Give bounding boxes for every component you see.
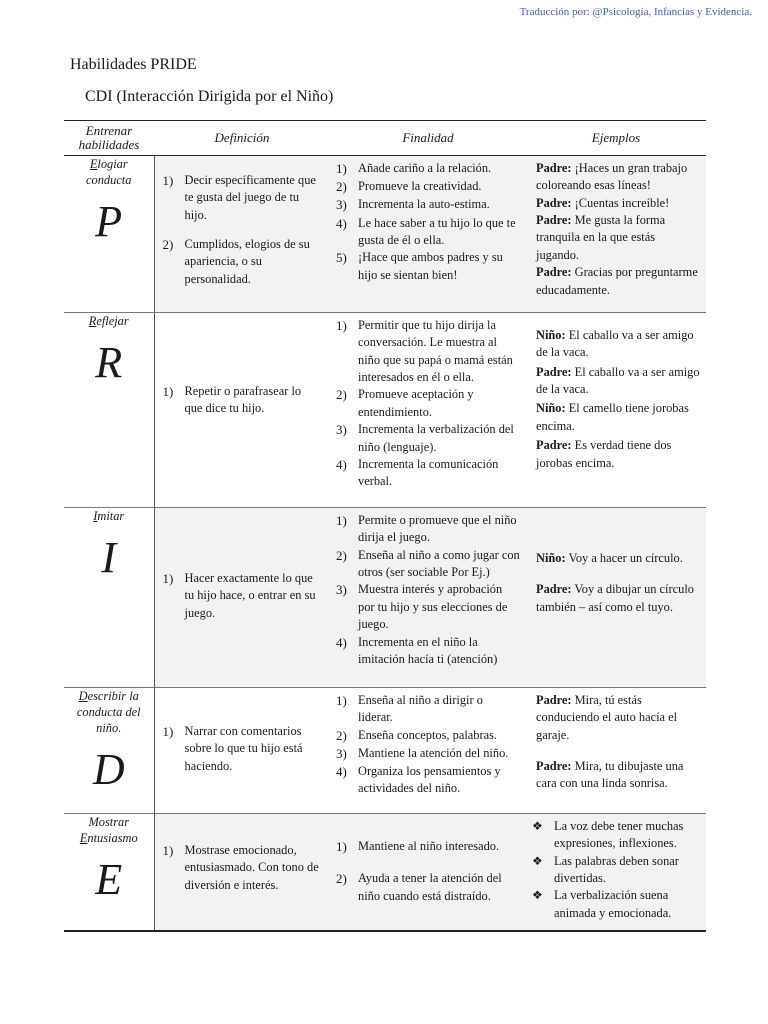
examples-cell	[526, 814, 706, 931]
item-number: 2)	[336, 871, 347, 887]
bullet-text: Las palabras deben sonar divertidas.	[554, 853, 679, 886]
item-text: Permitir que tu hijo dirija la conversación. Le muestra al niño que su papá o mamá están interesados en él o ella.	[358, 318, 513, 385]
bullet-item	[532, 818, 700, 853]
item-text: Ayuda a tener la atención del niño cuando está distraído.	[358, 871, 502, 903]
bullet-text: La voz debe tener muchas expresiones, inflexiones.	[554, 819, 684, 851]
definition-cell	[154, 156, 330, 313]
skill-label-initial: R	[88, 314, 97, 328]
definition-item	[163, 236, 323, 288]
item-text: Decir específicamente que te gusta del juego de tu hijo.	[184, 173, 316, 222]
skill-label	[64, 313, 154, 329]
item-number: 1)	[336, 513, 347, 528]
definition-cell	[154, 814, 330, 931]
bullet-text: La verbalización suena animada y emocionada.	[554, 888, 672, 920]
example-speaker: Padre:	[536, 195, 572, 210]
item-number: 5)	[336, 250, 347, 266]
example-speaker: Niño:	[536, 401, 566, 416]
item-text: ¡Hace que ambos padres y su hijo se sientan bien!	[358, 250, 503, 282]
purpose-item	[336, 745, 520, 763]
item-number: 2)	[336, 179, 347, 195]
item-number: 1)	[336, 839, 347, 854]
example-speaker: Padre:	[536, 693, 572, 707]
example-text: Voy a hacer un círculo.	[565, 551, 683, 565]
purpose-item	[336, 692, 520, 727]
diamond-bullet-icon: ❖	[532, 819, 543, 833]
examples-cell	[526, 156, 706, 313]
table-row-describe	[64, 688, 706, 814]
purpose-item	[336, 581, 520, 633]
item-text: Incrementa en el niño la imitación hacía ti (atención)	[358, 634, 498, 666]
pride-letter: R	[95, 338, 123, 388]
item-text: Mantiene la atención del niño.	[358, 745, 509, 760]
purpose-item	[336, 215, 520, 250]
definition-cell	[154, 688, 330, 814]
skill-label-rest: eflejar	[96, 314, 129, 328]
example-line	[536, 692, 700, 744]
pride-skills-table	[64, 120, 706, 932]
example-text: Es verdad tiene dos jorobas encima.	[536, 438, 672, 470]
examples-cell	[526, 508, 706, 688]
item-number: 4)	[336, 764, 347, 780]
definition-item	[163, 383, 323, 418]
example-speaker: Padre:	[536, 364, 572, 379]
example-text: El caballo va a ser amigo de la vaca.	[536, 328, 694, 360]
examples-cell	[526, 313, 706, 508]
table-row-reflect	[64, 313, 706, 508]
skill-cell	[64, 814, 154, 931]
item-text: Organiza los pensamientos y actividades del niño.	[358, 764, 501, 796]
example-text: El camello tiene jorobas encima.	[536, 401, 689, 433]
example-text: Me gusta la forma tranquila en la que estás jugando.	[536, 213, 666, 262]
table-row-praise	[64, 156, 706, 313]
purpose-item	[336, 870, 520, 905]
purpose-item	[336, 317, 520, 386]
item-text: Promueve la creatividad.	[358, 179, 482, 194]
purpose-item	[336, 421, 520, 456]
purpose-cell	[330, 156, 526, 313]
item-text: Promueve aceptación y entendimiento.	[358, 387, 474, 419]
purpose-item	[336, 727, 520, 745]
example-line	[536, 212, 700, 264]
example-line	[536, 160, 700, 195]
example-speaker: Padre:	[536, 161, 572, 175]
item-text: Muestra interés y aprobación por tu hijo y sus elecciones de juego.	[358, 582, 508, 632]
header-examples: Ejemplos	[526, 121, 706, 156]
item-number: 1)	[162, 571, 174, 586]
item-number: 1)	[162, 843, 174, 858]
skill-label-rest: mitar	[97, 509, 125, 523]
diamond-bullet-icon: ❖	[532, 853, 543, 868]
purpose-item	[336, 634, 520, 669]
example-text: Mira, tu dibujaste una cara con una linda sonrisa.	[536, 759, 684, 791]
item-text: Enseña conceptos, palabras.	[358, 727, 497, 742]
item-number: 1)	[336, 693, 347, 708]
item-number: 3)	[336, 582, 347, 598]
example-line	[536, 437, 700, 472]
item-number: 2)	[336, 387, 347, 403]
example-line	[536, 581, 700, 616]
example-speaker: Padre:	[536, 213, 572, 228]
skill-label	[64, 508, 154, 524]
purpose-cell	[330, 313, 526, 508]
definition-item	[163, 842, 323, 894]
skill-label	[64, 156, 154, 188]
purpose-item	[336, 160, 520, 178]
example-speaker: Padre:	[536, 582, 572, 597]
example-text: Voy a dibujar un círculo también – así como el tuyo.	[536, 582, 694, 614]
skill-label	[64, 814, 154, 846]
item-text: Mostrase emocionado, entusiasmado. Con tono de diversión e interés.	[184, 843, 319, 892]
purpose-item	[336, 386, 520, 421]
item-number: 2)	[162, 237, 174, 253]
item-text: Enseña al niño a como jugar con otros (ser sociable Por Ej.)	[358, 547, 520, 580]
header-definition: Definición	[154, 121, 330, 156]
item-text: Incrementa la auto-estima.	[358, 197, 490, 212]
purpose-item	[336, 196, 520, 214]
purpose-item	[336, 547, 520, 582]
item-number: 1)	[162, 173, 174, 188]
item-number: 4)	[336, 456, 347, 472]
skill-label-initial: I	[93, 509, 98, 523]
item-text: Cumplidos, elogios de su apariencia, o su personalidad.	[184, 237, 310, 286]
example-line	[536, 195, 700, 212]
pride-letter: D	[92, 745, 125, 795]
example-text: ¡Cuentas increíble!	[571, 195, 670, 210]
item-text: Hacer exactamente lo que tu hijo hace, o entrar en su juego.	[184, 571, 316, 620]
purpose-item	[336, 178, 520, 196]
pride-letter: I	[101, 533, 117, 583]
definition-cell	[154, 313, 330, 508]
skill-label-rest: escribir la conducta del niño.	[76, 689, 141, 736]
bullet-item	[532, 887, 700, 922]
definition-cell	[154, 508, 330, 688]
item-number: 2)	[336, 547, 347, 563]
header-skill: Entrenar habilidades	[64, 121, 154, 156]
example-text: ¡Haces un gran trabajo coloreando esas líneas!	[536, 161, 688, 193]
example-text: Gracias por preguntarme educadamente.	[536, 265, 698, 297]
skill-label-initial: D	[78, 689, 88, 703]
item-text: Narrar con comentarios sobre lo que tu hijo está haciendo.	[184, 724, 303, 773]
page-title: Habilidades PRIDE	[70, 56, 197, 73]
example-text: Mira, tú estás conduciendo el auto hacía el garaje.	[536, 693, 678, 742]
example-line	[536, 400, 700, 435]
skill-cell	[64, 156, 154, 313]
purpose-item	[336, 763, 520, 798]
item-number: 1)	[162, 384, 174, 399]
example-speaker: Padre:	[536, 438, 572, 453]
skill-label-initial: E	[79, 831, 88, 846]
example-speaker: Niño:	[536, 551, 566, 565]
item-text: Permite o promueve que el niño dirija el juego.	[358, 513, 517, 545]
diamond-bullet-icon: ❖	[532, 888, 543, 903]
item-number: 1)	[336, 161, 347, 176]
item-number: 3)	[336, 422, 347, 438]
definition-item	[163, 570, 323, 622]
skill-cell	[64, 313, 154, 508]
pride-letter: E	[95, 855, 123, 905]
example-line	[536, 364, 700, 399]
item-text: Repetir o parafrasear lo que dice tu hijo.	[184, 384, 302, 416]
purpose-item	[336, 456, 520, 491]
item-number: 2)	[336, 727, 347, 743]
item-text: Incrementa la comunicación verbal.	[358, 456, 499, 489]
item-number: 1)	[162, 724, 174, 739]
skill-label-rest: logiar conducta	[86, 157, 132, 188]
item-text: Enseña al niño a dirigir o liderar.	[358, 693, 483, 725]
item-text: Le hace saber a tu hijo lo que te gusta de él o ella.	[358, 215, 516, 247]
item-text: Mantiene al niño interesado.	[358, 839, 500, 853]
bullet-item	[532, 853, 700, 888]
item-number: 3)	[336, 197, 347, 213]
purpose-cell	[330, 508, 526, 688]
skill-label-initial: E	[89, 157, 98, 171]
purpose-item	[336, 838, 520, 856]
purpose-cell	[330, 688, 526, 814]
examples-cell	[526, 688, 706, 814]
skill-label-prefix: Mostrar	[88, 815, 130, 829]
purpose-item	[336, 512, 520, 547]
example-line	[536, 550, 700, 567]
example-text: El caballo va a ser amigo de la vaca.	[536, 364, 700, 397]
table-row-enthusiasm	[64, 814, 706, 931]
example-speaker: Padre:	[536, 265, 572, 280]
item-number: 3)	[336, 745, 347, 761]
example-line	[536, 327, 700, 362]
example-speaker: Niño:	[536, 328, 566, 342]
skill-cell	[64, 508, 154, 688]
definition-item	[163, 723, 323, 775]
item-number: 4)	[336, 634, 347, 650]
example-line	[536, 758, 700, 793]
translation-credit: Traducción por: @Psicología, Infancias y Evidencia.	[519, 6, 752, 18]
header-purpose: Finalidad	[330, 121, 526, 156]
skill-cell	[64, 688, 154, 814]
purpose-cell	[330, 814, 526, 931]
example-line	[536, 264, 700, 299]
item-text: Añade cariño a la relación.	[358, 161, 492, 175]
table-header-row	[64, 121, 706, 156]
item-number: 4)	[336, 215, 347, 231]
example-speaker: Padre:	[536, 759, 572, 774]
page-subtitle: CDI (Interacción Dirigida por el Niño)	[85, 88, 334, 105]
item-text: Incrementa la verbalización del niño (lenguaje).	[358, 422, 514, 454]
skill-label-rest: ntusiasmo	[87, 831, 138, 846]
purpose-item	[336, 249, 520, 284]
pride-letter: P	[95, 197, 123, 247]
skill-label	[64, 688, 154, 736]
item-number: 1)	[336, 318, 347, 333]
definition-item	[163, 172, 323, 224]
table-row-imitate	[64, 508, 706, 688]
